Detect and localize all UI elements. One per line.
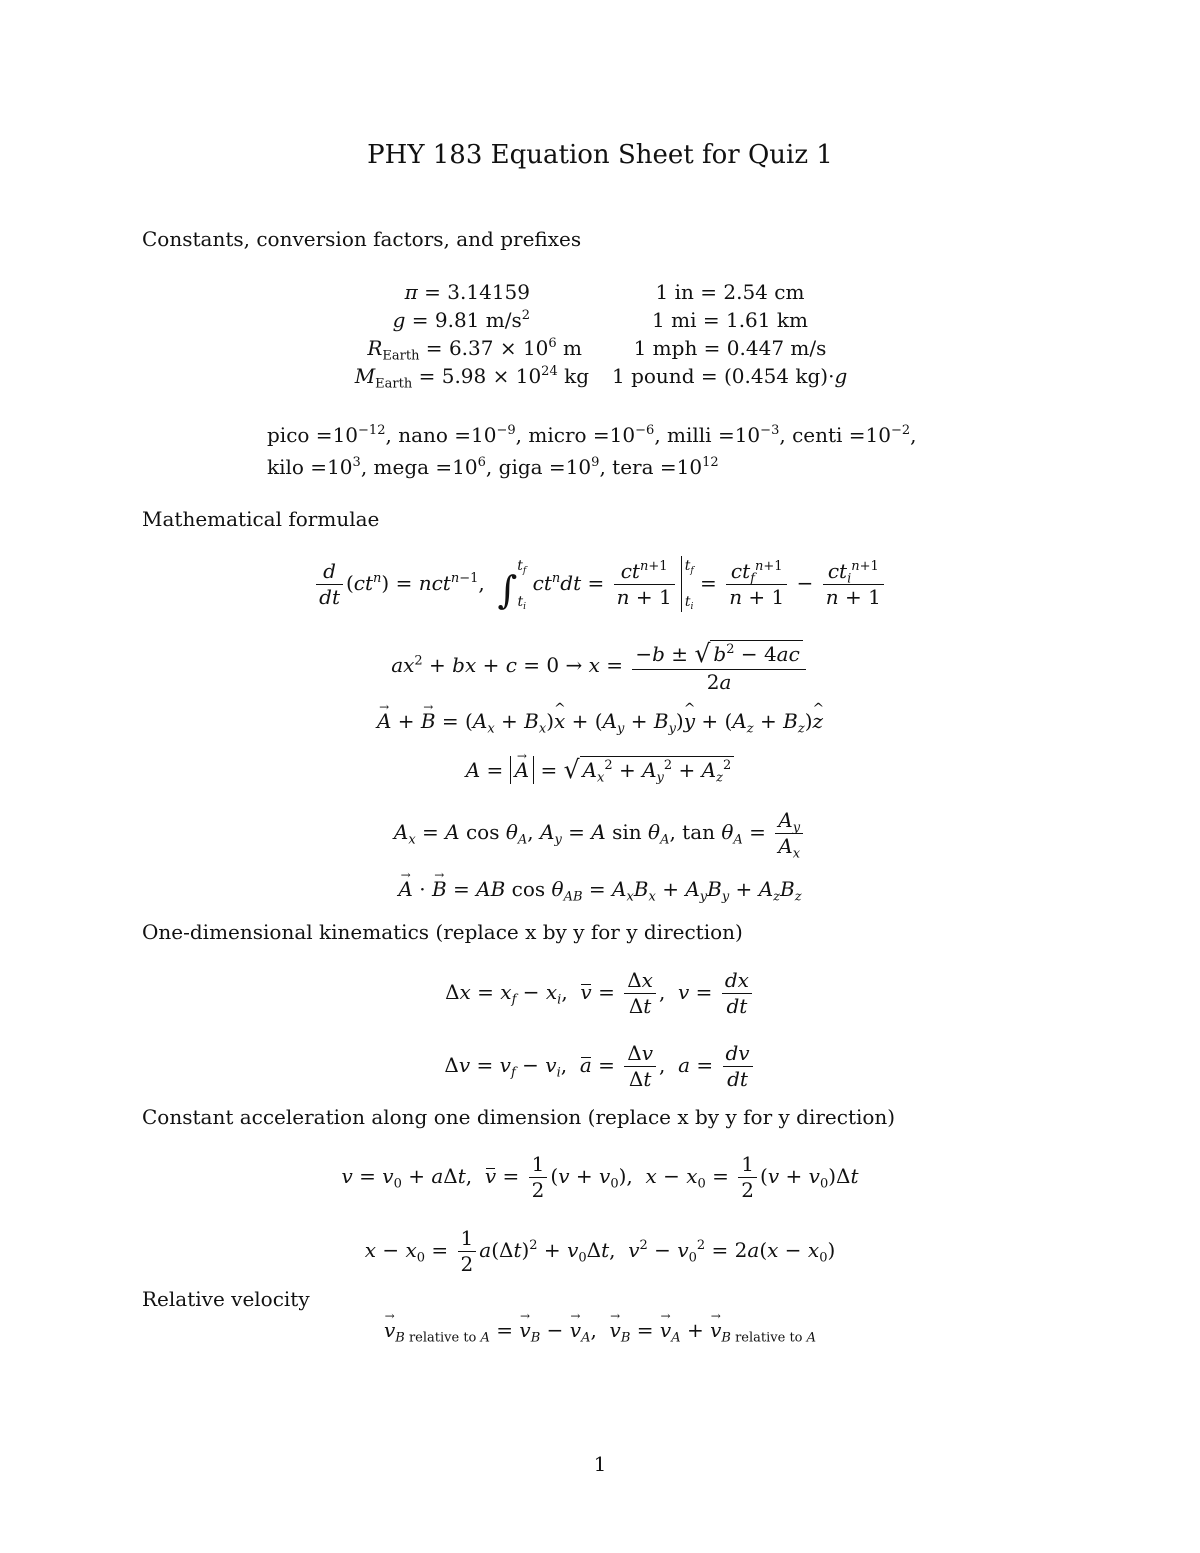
conversion-pound: 1 pound = (0.454 kg)·g xyxy=(612,364,848,388)
prefix-milli: milli $=10^{-3}$, xyxy=(667,423,793,447)
equation-constant-accel-2: $x - x_0$ = $\frac{1}{2}$ $a(\Delta t)^2 + v_0\Delta t$, $v^2 - v_0^2 = 2a(x - x_0)$ xyxy=(364,1226,836,1276)
equation-dot-product: → A · → B = AB $\cos \theta_{AB} = A_xB_x + A_yB_y + A_zB_z$ xyxy=(0,877,1200,901)
section-heading-constants: Constants, conversion factors, and prefixes xyxy=(142,227,582,251)
equation-quadratic: $ax^2$ + bx + c = 0 → x = $\frac{-b \pm √ b^2 - 4ac}{2a}$ xyxy=(0,638,1200,695)
page-title: PHY 183 Equation Sheet for Quiz 1 xyxy=(367,140,833,170)
constant-pi: π = 3.14159 xyxy=(404,280,530,304)
constant-r-earth: $R_{Earth} = 6.37 \times 10^6$ m xyxy=(367,336,582,364)
prefix-pico: pico $=10^{-12}$, xyxy=(267,423,399,447)
equation-velocity-acceleration: $\Delta v = v_f - v_i$, a = $\frac{\Delta v}{\Delta t}$ , a = $\frac{dv}{dt}$ xyxy=(0,1041,1200,1092)
equation-vector-magnitude: A = → A = √ $A_x^2 + A_y^2 + A_z^2$ xyxy=(0,755,1200,784)
section-heading-constant-acceleration: Constant acceleration along one dimension (replace x by y for y direction) xyxy=(142,1105,896,1129)
equation-displacement-velocity: $\Delta x = x_f - x_i$, v = $\frac{\Delta x}{\Delta t}$ , v = $\frac{dx}{dt}$ xyxy=(0,968,1200,1019)
section-heading-relative-velocity: Relative velocity xyxy=(142,1287,310,1311)
prefix-kilo: kilo $=10^3$, xyxy=(267,455,374,479)
conversion-inch: 1 in = 2.54 cm xyxy=(655,280,805,304)
conversion-mile: 1 mi = 1.61 km xyxy=(652,308,808,332)
equation-constant-accel-1: $v = v_0 + a\Delta t$, v = $\frac{1}{2}$ $(v + v_0)$, $x - x_0$ = $\frac{1}{2}$ $(v + v_0)\Delta t$ xyxy=(341,1152,859,1202)
prefix-micro: micro $=10^{-6}$, xyxy=(528,423,668,447)
constant-g: g = 9.81 $m/s^2$ xyxy=(392,308,530,332)
equation-vector-components: $A_x = A$ $\cos \theta_A$, $A_y = A$ $\sin \theta_A$, $\tan \theta_A$ = $\frac{A_y}{A_x}$ xyxy=(0,808,1200,859)
section-heading-kinematics: One-dimensional kinematics (replace x by y for y direction) xyxy=(142,920,743,944)
section-heading-math: Mathematical formulae xyxy=(142,507,380,531)
prefix-mega: mega $=10^6$, xyxy=(373,455,499,479)
conversion-mph: 1 mph = 0.447 m/s xyxy=(633,336,827,360)
constant-m-earth: $M_{Earth} = 5.98 \times 10^{24}$ kg xyxy=(354,364,589,392)
prefix-centi: centi $=10^{-2}$, xyxy=(792,423,917,447)
prefix-tera: tera $=10^{12}$ xyxy=(612,455,719,479)
prefix-giga: giga $=10^9$, xyxy=(498,455,613,479)
prefix-nano: nano $=10^{-9}$, xyxy=(398,423,529,447)
prefix-line-1 xyxy=(267,423,917,447)
equation-derivative-integral: $\frac{d}{dt}$ $(ct^n) = nct^{n-1}$, $\int t_f$ $t_i$ $ct^ndt$ = $\frac{ct^{n+1}}{n + 1}$ $t_f$ $t_i$ = $\frac{ct_f^{n+1}}{n + 1}$ − $\frac{ct_i^{n+1}}{n + 1}$ xyxy=(0,548,1200,621)
page-number: 1 xyxy=(593,1452,607,1476)
equation-vector-sum: → A + → $B = (A_x$ + $B_x)\^{}$ $x + (A_y$ + $B_y)\^{}$ $y + (A_z$ + $B_z)\^{}$ z xyxy=(0,709,1200,733)
equation-relative-velocity: → $v_{B relative to A}$ = → $v_B$ − → $v_A$, → $v_B$ = → $v_A$ + → $v_{B relative to A}$ xyxy=(0,1318,1200,1342)
prefix-line-2 xyxy=(267,455,719,479)
